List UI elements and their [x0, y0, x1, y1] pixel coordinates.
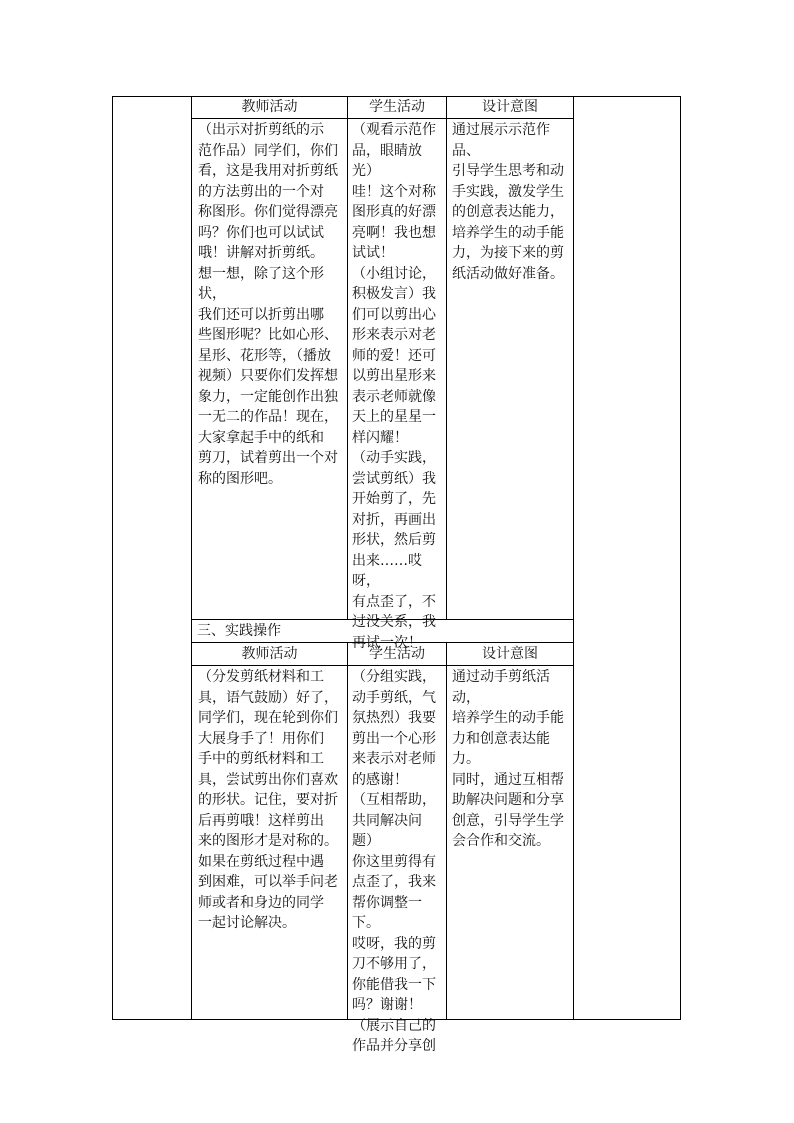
section3-header-design: 设计意图 — [482, 646, 538, 662]
table-right-border — [680, 96, 681, 1020]
section3-col-divider-2 — [446, 642, 447, 1020]
table1-header-teacher: 教师活动 — [241, 99, 298, 115]
table1-design-intent: 通过展示示范作品、 引导学生思考和动 手实践，激发学生 的创意表达能力， 培养学生的动手能 力，为接下来的剪 纸活动做好准备。 — [452, 122, 564, 282]
section3-col-divider-1 — [347, 642, 348, 1020]
section3-header-teacher: 教师活动 — [241, 646, 298, 662]
table1-header-student: 学生活动 — [369, 99, 425, 115]
table1-header-design: 设计意图 — [482, 99, 538, 115]
section3-header-student: 学生活动 — [369, 646, 425, 662]
section3-header-divider — [191, 665, 574, 666]
section3-title: 三、实践操作 — [197, 623, 281, 639]
left-column-divider — [191, 96, 192, 1020]
section3-student-activity: （分组实践， 动手剪纸，气 氛热烈）我要 剪出一个心形 来表示对老师 的感谢！ （互相帮助， 共同解决问题） 你这里剪得有 点歪了，我来 帮你调整一下。 哎呀，我的剪 刀不够用了， 你能借我一下 吗？谢谢！ （展示自己的 作品并分享创 — [352, 669, 436, 1054]
table1-header-divider — [191, 118, 574, 119]
table1-student-activity: （观看示范作 品，眼睛放光） 哇！这个对称 图形真的好漂 亮啊！我也想 试试！ （小组讨论， 积极发言）我 们可以剪出心 形来表示对老 师的爱！还可 以剪出星形来 表示老师就像 天上的星星一 样闪耀！ （动手实践， 尝试剪纸）我 开始剪了，先 对折，再画出 形状，然后剪 出来……哎呀， 有点歪了，不 过没关系，我 再试一次！ — [352, 122, 436, 651]
table1-teacher-activity: （出示对折剪纸的示 范作品）同学们，你们 看，这是我用对折剪纸 的方法剪出的一个对 称图形。你们觉得漂亮 吗？你们也可以试试 哦！讲解对折剪纸。 想一想，除了这个形状， 我们还可以折剪出哪 些图形呢？比如心形、 星形、花形等，（播放 视频）只要你们发挥想 象力，一定能创作出独 一无二的作品！现在， 大家拿起手中的纸和 剪刀，试着剪出一个对 称的图形吧。 — [198, 122, 338, 487]
right-column-divider — [573, 96, 574, 1020]
table1-col-divider-1 — [347, 96, 348, 619]
section3-teacher-activity: （分发剪纸材料和工 具，语气鼓励）好了， 同学们，现在轮到你们 大展身手了！用你们 手中的剪纸材料和工 具，尝试剪出你们喜欢 的形状。记住，要对折 后再剪哦！这样剪出 来的图形才是对称的。 如果在剪纸过程中遇 到困难，可以举手问老 师或者和身边的同学 一起讨论解决。 — [198, 669, 338, 931]
table-left-border — [112, 96, 113, 1020]
section3-design-intent: 通过动手剪纸活动， 培养学生的动手能 力和创意表达能力。 同时，通过互相帮 助解决问题和分享 创意，引导学生学 会合作和交流。 — [452, 669, 564, 849]
table1-col-divider-2 — [446, 96, 447, 619]
